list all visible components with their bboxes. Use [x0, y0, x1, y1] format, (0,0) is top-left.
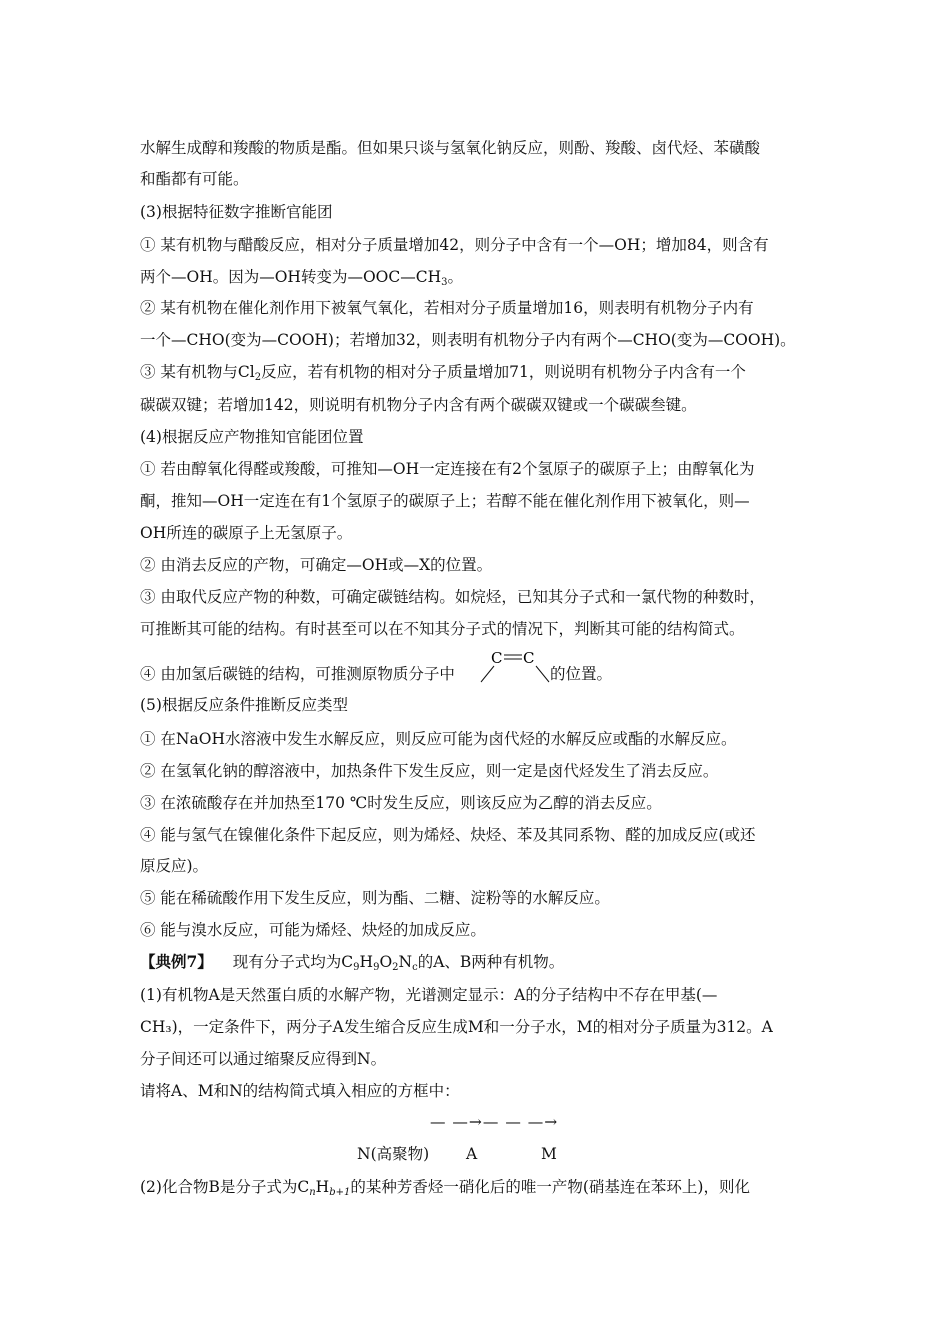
text-line: ⑤ 能在稀硫酸作用下发生反应，则为酯、二糖、淀粉等的水解反应。	[140, 889, 610, 907]
text-line: ① 若由醇氧化得醛或羧酸，可推知—OH一定连接在有2个氢原子的碳原子上；由醇氧化为	[140, 460, 755, 478]
text-line: ② 在氢氧化钠的醇溶液中，加热条件下发生反应，则一定是卤代烃发生了消去反应。	[140, 762, 719, 780]
text-line-alkene-end: 的位置。	[550, 665, 613, 683]
text-line: 水解生成醇和羧酸的物质是酯。但如果只谈与氢氧化钠反应，则酚、羧酸、卤代烃、苯磺酸	[140, 139, 761, 157]
text-line: 和酯都有可能。	[140, 170, 249, 188]
text-line: 可推断其可能的结构。有时甚至可以在不知其分子式的情况下，判断其可能的结构简式。	[140, 620, 745, 638]
text-line: 一个—CHO(变为—COOH)；若增加32，则表明有机物分子内有两个—CHO(变为—COOH)。	[140, 331, 796, 349]
alkene-structure-icon	[476, 642, 566, 692]
text-line: ② 某有机物在催化剂作用下被氧气氧化，若相对分子质量增加16，则表明有机物分子内有	[140, 299, 754, 317]
text-line: ① 某有机物与醋酸反应，相对分子质量增加42，则分子中含有一个—OH；增加84，则含有	[140, 236, 769, 254]
example-tag: 【典例7】	[140, 952, 213, 971]
text-line: ② 由消去反应的产物，可确定—OH或—X的位置。	[140, 556, 493, 574]
scheme-label-n: N(高聚物)	[357, 1145, 430, 1163]
text-line: OH所连的碳原子上无氢原子。	[140, 524, 353, 542]
text-line: ③ 某有机物与$Cl_2$反应，若有机物的相对分子质量增加71，则说明有机物分子内含有一个	[140, 363, 746, 383]
section-heading: (3)根据特征数字推断官能团	[140, 203, 333, 221]
example-heading: 【典例7】 现有分子式均为$C_9H_9O_2N_c$的A、B两种有机物。	[140, 952, 565, 973]
text-line: (1)有机物A是天然蛋白质的水解产物，光谱测定显示：A的分子结构中不存在甲基(—	[140, 986, 718, 1004]
text-line: 两个—OH。因为—OH转变为$—OOC—CH_3$。	[140, 268, 463, 288]
text-line: ④ 能与氢气在镍催化条件下起反应，则为烯烃、炔烃、苯及其同系物、醛的加成反应(或还	[140, 826, 756, 844]
text-line: ① 在NaOH水溶液中发生水解反应，则反应可能为卤代烃的水解反应或酯的水解反应。	[140, 730, 737, 748]
carbon-atom-left: C	[491, 649, 503, 667]
text-line: 酮，推知—OH一定连在有1个氢原子的碳原子上；若醇不能在催化剂作用下被氧化，则—	[140, 492, 750, 510]
text-line: 请将A、M和N的结构简式填入相应的方框中：	[140, 1082, 460, 1100]
scheme-label-a: A	[466, 1145, 478, 1163]
section-heading: (5)根据反应条件推断反应类型	[140, 696, 348, 714]
text-line: 原反应)。	[140, 857, 209, 875]
text-line: ③ 由取代反应产物的种数，可确定碳链结构。如烷烃，已知其分子式和一氯代物的种数时，	[140, 588, 765, 606]
section-heading: (4)根据反应产物推知官能团位置	[140, 428, 364, 446]
scheme-label-m: M	[541, 1145, 557, 1163]
text-line: ⑥ 能与溴水反应，可能为烯烃、炔烃的加成反应。	[140, 921, 486, 939]
text-line: 分子间还可以通过缩聚反应得到N。	[140, 1050, 387, 1068]
text-line: CH₃)，一定条件下，两分子A发生缩合反应生成M和一分子水，M的相对分子质量为312。A	[140, 1018, 773, 1036]
text-line: 碳碳双键；若增加142，则说明有机物分子内含有两个碳碳双键或一个碳碳叁键。	[140, 396, 697, 414]
text-line-alkene: ④ 由加氢后碳链的结构，可推测原物质分子中	[140, 665, 455, 683]
text-line: ③ 在浓硫酸存在并加热至170 ℃时发生反应，则该反应为乙醇的消去反应。	[140, 794, 662, 812]
reaction-arrows: — —→— — —→	[430, 1113, 559, 1131]
text-line: (2)化合物B是分子式为$C_nH_{b+1}$的某种芳香烃一硝化后的唯一产物(硝基连在苯环上)，则化	[140, 1178, 750, 1198]
carbon-atom-right: C	[523, 649, 535, 667]
